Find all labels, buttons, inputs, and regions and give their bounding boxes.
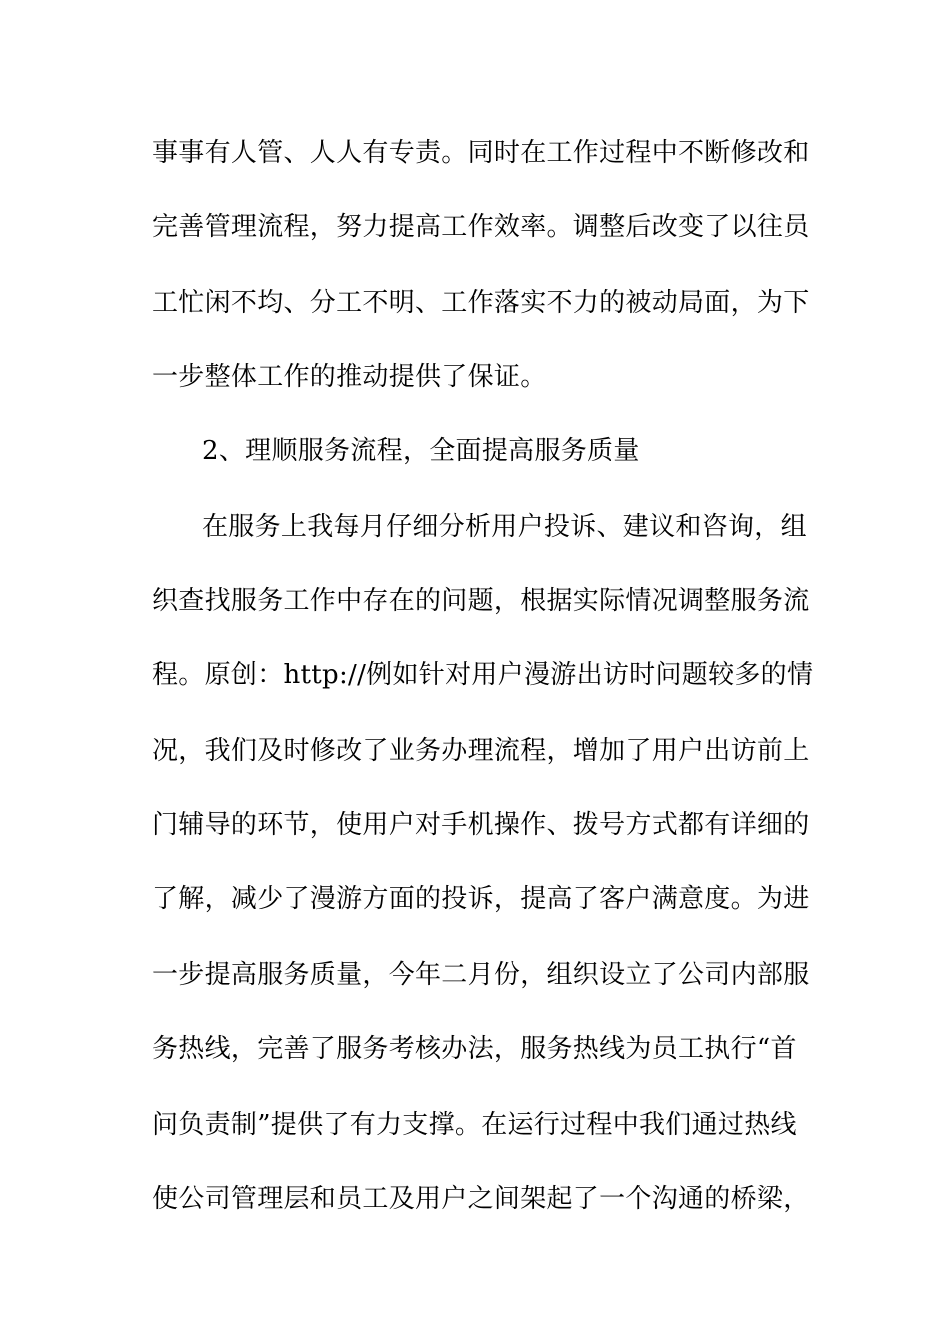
paragraph-line-13: 务热线，完善了服务考核办法，服务热线为员工执行“首	[152, 1034, 797, 1064]
paragraph-line-3: 工忙闲不均、分工不明、工作落实不力的被动局面，为下	[152, 288, 810, 318]
paragraph-line-15: 使公司管理层和员工及用户之间架起了一个沟通的桥梁，	[152, 1184, 810, 1214]
paragraph-line-8: 程。原创：http://例如针对用户漫游出访时问题较多的情	[152, 660, 814, 690]
paragraph-line-14: 问负责制”提供了有力支撑。在运行过程中我们通过热线	[152, 1110, 797, 1140]
paragraph-line-6: 在服务上我每月仔细分析用户投诉、建议和咨询，组	[202, 512, 807, 542]
paragraph-line-1: 事事有人管、人人有专责。同时在工作过程中不断修改和	[152, 138, 810, 168]
paragraph-line-4: 一步整体工作的推动提供了保证。	[152, 362, 547, 392]
paragraph-line-7: 织查找服务工作中存在的问题，根据实际情况调整服务流	[152, 586, 810, 616]
paragraph-line-11: 了解，减少了漫游方面的投诉，提高了客户满意度。为进	[152, 884, 810, 914]
paragraph-line-2: 完善管理流程，努力提高工作效率。调整后改变了以往员	[152, 212, 810, 242]
paragraph-line-10: 门辅导的环节，使用户对手机操作、拨号方式都有详细的	[152, 810, 810, 840]
paragraph-line-9: 况，我们及时修改了业务办理流程，增加了用户出访前上	[152, 736, 810, 766]
section-heading: 2、理顺服务流程，全面提高服务质量	[202, 436, 640, 466]
paragraph-line-12: 一步提高服务质量，今年二月份，组织设立了公司内部服	[152, 960, 810, 990]
